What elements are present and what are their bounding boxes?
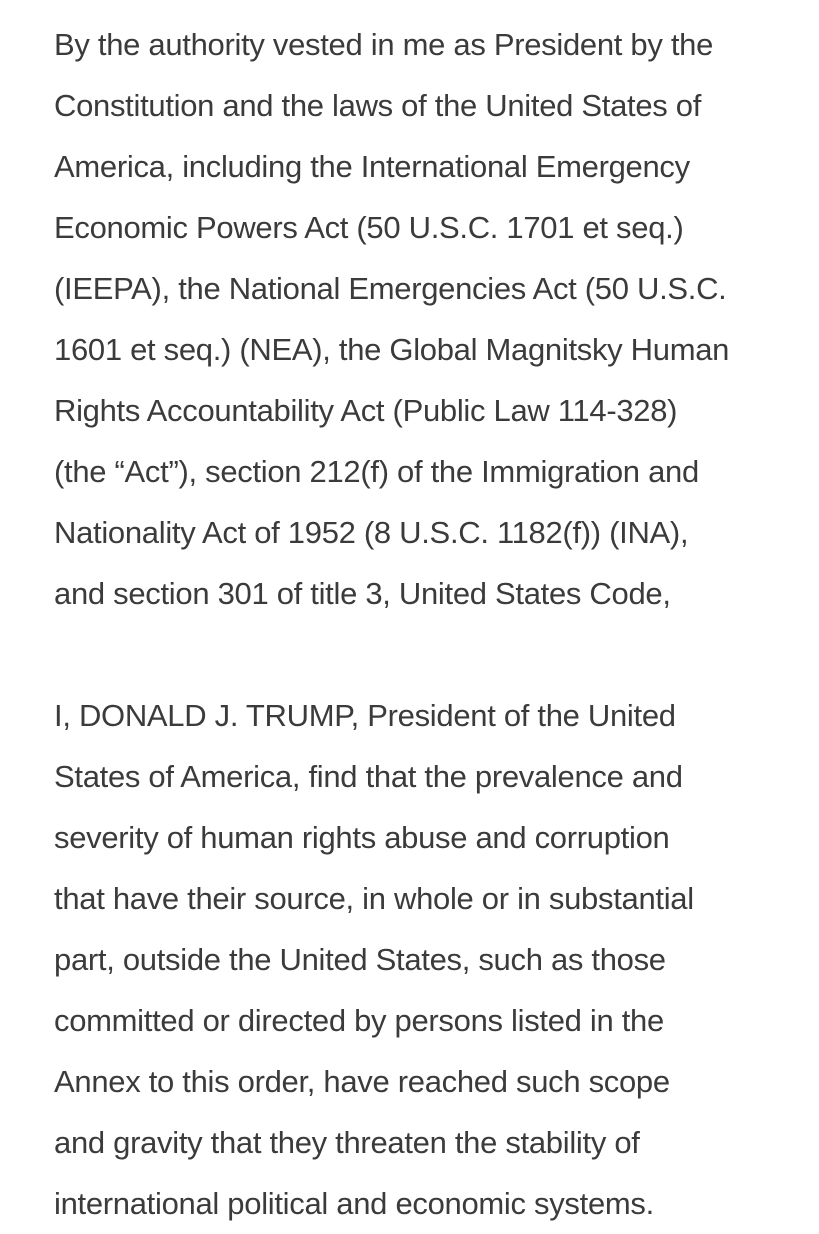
text-line: that have their source, in whole or in substantial (54, 881, 694, 916)
text-line: By the authority vested in me as President by the (54, 27, 714, 62)
text-line: part, outside the United States, such as those (54, 942, 666, 977)
text-line: and gravity that they threaten the stability of (54, 1125, 640, 1160)
text-line: severity of human rights abuse and corruption (54, 820, 670, 855)
text-line: Economic Powers Act (50 U.S.C. 1701 et seq.) (54, 210, 684, 245)
text-line: Constitution and the laws of the United States of (54, 88, 702, 123)
paragraph-spacer (54, 624, 779, 685)
text-line: and section 301 of title 3, United States Code, (54, 576, 671, 611)
text-line: committed or directed by persons listed in the (54, 1003, 664, 1038)
text-line: (IEEPA), the National Emergencies Act (50 U.S.C. (54, 271, 727, 306)
text-line: (the “Act”), section 212(f) of the Immigration and (54, 454, 699, 489)
text-line: 1601 et seq.) (NEA), the Global Magnitsky Human (54, 332, 730, 367)
text-line: States of America, find that the prevalence and (54, 759, 683, 794)
text-line: Annex to this order, have reached such scope (54, 1064, 670, 1099)
text-line: Rights Accountability Act (Public Law 114-328) (54, 393, 678, 428)
text-line: Nationality Act of 1952 (8 U.S.C. 1182(f)) (INA), (54, 515, 689, 550)
text-line: I, DONALD J. TRUMP, President of the United (54, 698, 676, 733)
preamble-paragraph (54, 14, 779, 624)
text-line: America, including the International Emergency (54, 149, 690, 184)
findings-paragraph (54, 685, 779, 1234)
text-line: international political and economic systems. (54, 1186, 654, 1221)
